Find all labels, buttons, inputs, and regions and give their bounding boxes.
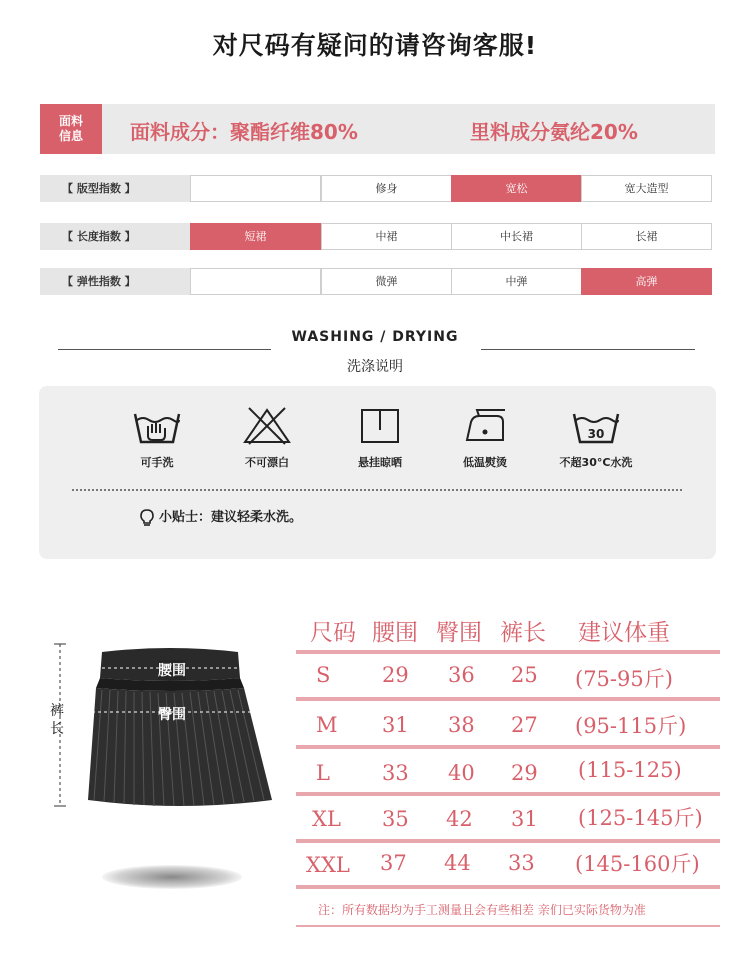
hand-wash-icon xyxy=(131,406,183,446)
size-cell: XXL xyxy=(306,853,350,877)
fit-index-option: 宽大造型 xyxy=(581,175,712,202)
stretch-index-label: 【 弹性指数 】 xyxy=(40,268,190,295)
stretch-index-option xyxy=(190,268,321,295)
fabric-info-bar xyxy=(40,104,715,154)
page-title: 对尺码有疑问的请咨询客服! xyxy=(212,31,538,60)
fabric-main-composition: 面料成分：聚酯纤维80% xyxy=(130,120,358,144)
size-header-size: 尺码 xyxy=(310,620,356,646)
fabric-tag-line1: 面料 xyxy=(58,114,83,128)
size-cell: 31 xyxy=(511,807,538,831)
size-cell: 35 xyxy=(382,807,409,831)
heading-divider-left xyxy=(58,349,271,350)
size-cell: 33 xyxy=(382,761,409,785)
hang-dry-icon xyxy=(354,406,406,446)
length-index-option: 中裙 xyxy=(321,223,452,250)
washing-instructions-panel xyxy=(39,386,716,559)
size-cell: 44 xyxy=(444,851,471,875)
fit-index-row xyxy=(40,175,712,202)
fit-index-option: 修身 xyxy=(321,175,452,202)
low-iron-icon xyxy=(459,406,511,446)
fit-index-label: 【 版型指数 】 xyxy=(40,175,190,202)
length-index-option: 长裙 xyxy=(581,223,712,250)
size-table-rule xyxy=(296,839,720,843)
size-cell: S xyxy=(316,663,331,687)
size-table-rule xyxy=(296,650,720,654)
size-cell: M xyxy=(316,713,338,737)
size-cell: XL xyxy=(312,807,341,831)
wash-item-low-iron xyxy=(435,406,535,470)
length-index-option: 中长裙 xyxy=(451,223,582,250)
size-cell: 37 xyxy=(380,851,407,875)
size-cell: (95-115斤) xyxy=(575,714,687,738)
size-cell: (145-160斤) xyxy=(575,852,700,876)
wash-item-no-bleach xyxy=(217,406,317,470)
hand-wash-label: 可手洗 xyxy=(140,456,174,469)
stretch-index-option-selected: 高弹 xyxy=(581,268,712,295)
size-cell: (115-125) xyxy=(578,758,682,782)
fit-index-option xyxy=(190,175,321,202)
size-cell: L xyxy=(316,761,330,785)
size-cell: 31 xyxy=(382,713,409,737)
size-header-weight: 建议体重 xyxy=(578,620,670,646)
stretch-index-row xyxy=(40,268,712,295)
size-cell: 27 xyxy=(511,713,538,737)
no-bleach-icon xyxy=(241,406,293,446)
size-header-waist: 腰围 xyxy=(372,620,418,646)
wash-30-icon xyxy=(570,406,622,446)
size-cell: 29 xyxy=(511,761,538,785)
hang-dry-label: 悬挂晾晒 xyxy=(358,456,402,469)
fabric-tag-line2: 信息 xyxy=(58,129,83,143)
size-table-rule xyxy=(296,792,720,796)
no-bleach-label: 不可漂白 xyxy=(245,456,289,469)
size-cell: 25 xyxy=(511,663,538,687)
wash-30-label: 不超30°C水洗 xyxy=(559,456,633,469)
size-cell: 38 xyxy=(448,713,475,737)
size-cell: 40 xyxy=(448,761,475,785)
fit-index-option-selected: 宽松 xyxy=(451,175,582,202)
washing-tip-text: 小贴士：建议轻柔水洗。 xyxy=(159,510,303,525)
length-index-option-selected: 短裙 xyxy=(190,223,321,250)
wash-30-temp: 30 xyxy=(587,427,605,441)
skirt-shadow xyxy=(102,865,242,889)
wash-item-hang-dry xyxy=(330,406,430,470)
dotted-divider xyxy=(72,489,682,491)
heading-divider-right xyxy=(481,349,695,350)
size-cell: 42 xyxy=(446,807,473,831)
low-iron-label: 低温熨烫 xyxy=(463,456,507,469)
measurement-note: 注：所有数据均为手工测量且会有些相差 亲们已实际货物为准 xyxy=(318,903,646,917)
length-index-label: 【 长度指数 】 xyxy=(40,223,190,250)
size-cell: (75-95斤) xyxy=(575,667,673,691)
length-label-2: 长 xyxy=(50,721,64,737)
length-index-row xyxy=(40,223,712,250)
size-cell: (125-145斤) xyxy=(578,806,703,830)
stretch-index-option: 中弹 xyxy=(451,268,582,295)
hip-label: 臀围 xyxy=(158,707,186,723)
size-cell: 33 xyxy=(508,851,535,875)
wash-item-30-degree xyxy=(546,406,646,470)
fabric-info-tag xyxy=(40,104,102,154)
size-table-rule xyxy=(296,697,720,701)
washing-heading-en: WASHING / DRYING xyxy=(291,329,459,345)
size-cell: 36 xyxy=(448,663,475,687)
length-label-1: 裤 xyxy=(50,703,64,719)
size-table-rule xyxy=(296,745,720,749)
size-table-rule-bottom xyxy=(296,925,720,927)
washing-heading-cn: 洗涤说明 xyxy=(347,359,403,375)
size-header-hip: 臀围 xyxy=(436,620,482,646)
fabric-lining-composition: 里料成分氨纶20% xyxy=(470,120,638,144)
size-cell: 29 xyxy=(382,663,409,687)
size-header-length: 裤长 xyxy=(500,620,546,646)
washing-tip xyxy=(139,506,302,527)
waist-label: 腰围 xyxy=(158,660,186,680)
size-table-rule xyxy=(296,885,720,889)
stretch-index-option: 微弹 xyxy=(321,268,452,295)
wash-item-hand-wash xyxy=(107,406,207,470)
lightbulb-icon xyxy=(139,509,155,527)
skirt-measurement-diagram xyxy=(40,640,290,910)
